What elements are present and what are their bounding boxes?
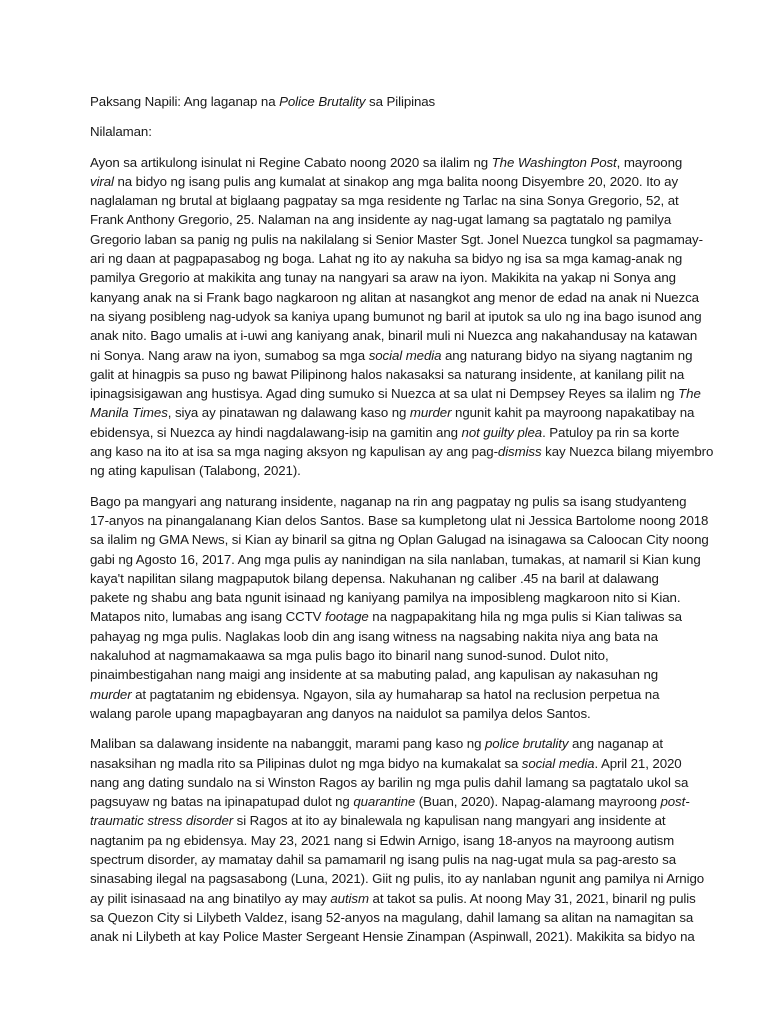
text-run: nagtanim pa ng ebidensya. May 23, 2021 nang si Edwin Arnigo, isang 18-anyos na mayroong autism <box>90 832 675 848</box>
text-run: pakete ng shabu ang bata ngunit isinaad ng kaniyang pamilya na imposibleng magkaroon nito si Kian. <box>90 590 681 606</box>
text-line <box>90 249 690 268</box>
text-line <box>90 850 690 869</box>
text-run: galit at hinagpis sa puso ng bawat Pilipinong halos nakasaksi sa naturang insidente, at kanilang pilit na <box>90 366 685 382</box>
text-line <box>90 773 690 792</box>
text-line <box>90 191 690 210</box>
document-subheading: Nilalaman: <box>90 124 152 140</box>
text-run: pamilya Gregorio at makikita ang tunay na nangyari sa araw na iyon. Makikita na yakap ni Sonya ang <box>90 270 676 286</box>
text-line <box>90 869 705 888</box>
paragraph <box>90 153 714 481</box>
text-run: , siya ay pinatawan ng dalawang kaso ng <box>167 405 410 421</box>
text-line <box>90 307 702 326</box>
text-line <box>90 831 690 850</box>
text-run: pinaimbestigahan nang maigi ang insidente at sa mabuting palad, ang kapulisan ay nakasuhan ng <box>90 667 659 683</box>
text-run: ngunit kahit pa mayroong napakatibay na <box>451 405 695 421</box>
text-line <box>90 423 690 442</box>
text-line <box>90 346 693 365</box>
document-body <box>90 92 714 957</box>
text-line <box>90 230 703 249</box>
text-line <box>90 685 690 704</box>
text-line <box>90 365 690 384</box>
text-run: anak nito. Bago umalis at i-uwi ang kaniyang anak, binaril muli ni Nuezca ang nakahandusay na katawan <box>90 328 698 344</box>
text-line <box>90 403 695 422</box>
text-run: na nagpapakitang hila ng mga pulis si Kian taliwas sa <box>368 609 682 625</box>
text-run: Maliban sa dalawang insidente na nabanggit, marami pang kaso ng <box>90 736 485 752</box>
text-line <box>90 268 690 287</box>
text-run: ipinagsisigawan ang hustisya. Agad ding sumuko si Nuezca at sa ulat ni Dempsey Reyes sa ilalim ng <box>90 386 679 402</box>
italic-text: Manila Times <box>90 405 168 421</box>
text-run: sinasabing ilegal na pagsasabong (Luna, 2021). Giit ng pulis, ito ay nanlaban ngunit ang pamilya ni Arnigo <box>90 871 705 887</box>
text-run: . Patuloy pa rin sa korte <box>542 424 680 440</box>
text-line <box>90 646 690 665</box>
text-run: ng ating kapulisan (Talabong, 2021). <box>90 463 301 479</box>
text-line <box>90 927 695 946</box>
text-run: nakaluhod at nagmamakaawa sa mga pulis bago ito binaril nang sunod-sunod. Dulot nito, <box>90 648 609 664</box>
document-heading <box>90 92 690 111</box>
italic-text: viral <box>90 173 114 189</box>
italic-text: The <box>678 386 701 402</box>
italic-text: The Washington Post <box>491 154 617 170</box>
text-line <box>90 326 698 345</box>
text-run: sa Pilipinas <box>365 94 436 109</box>
italic-text: not guilty plea <box>461 424 543 440</box>
text-run: ebidensya, si Nuezca ay hindi nagdalawang-isip na gamitin ang <box>90 424 462 440</box>
text-run: nasaksihan ng madla rito sa Pilipinas dulot ng mga bidyo na kumakalat sa <box>90 755 522 771</box>
text-run: na bidyo ng isang pulis ang kumalat at sinakop ang mga balita noong Disyembre 20, 2020. Ito ay <box>113 173 679 189</box>
text-run: ang naganap at <box>568 736 664 752</box>
text-run: Matapos nito, lumabas ang isang CCTV <box>90 609 326 625</box>
text-run: at takot sa pulis. At noong May 31, 2021, binaril ng pulis <box>368 890 696 906</box>
text-line <box>90 704 690 723</box>
text-run: naglalaman ng brutal at biglaang pagpatay sa mga residente ng Tarlac na sina Sonya Gregorio, 52, at <box>90 193 679 209</box>
italic-text: footage <box>325 609 369 625</box>
text-line <box>90 288 699 307</box>
italic-text: traumatic stress disorder <box>90 813 234 829</box>
text-run: ari ng daan at pagpapasabog ng boga. Lahat ng ito ay nakuha sa bidyo ng isa sa mga kamag-anak ng <box>90 251 683 267</box>
text-run: ay pilit isinasaad na ang binatilyo ay may <box>90 890 331 906</box>
text-run: na siyang posibleng nag-udyok sa kaniya upang bumunot ng baril at iputok sa ulo ng ina bago isunod ang <box>90 308 702 324</box>
italic-text: murder <box>409 405 452 421</box>
text-run: walang parole upang mapagbayaran ang danyos na naidulot sa pamilya delos Santos. <box>90 705 591 721</box>
text-run: ni Sonya. Nang araw na iyon, sumabog sa mga <box>90 347 369 363</box>
italic-text: murder <box>90 686 132 702</box>
text-run: gabi ng Agosto 16, 2017. Ang mga pulis ay nanindigan na sila nanlaban, tumakas, at namaril si Kian kung <box>90 551 701 567</box>
italic-text: dismiss <box>497 444 542 460</box>
text-line <box>90 754 690 773</box>
text-line <box>90 172 690 191</box>
paragraph-container <box>90 153 714 947</box>
paragraph <box>90 492 709 724</box>
text-line <box>90 511 709 530</box>
text-line <box>90 530 709 549</box>
italic-text: social media <box>368 347 442 363</box>
italic-text: Police Brutality <box>279 94 366 109</box>
text-line <box>90 153 690 172</box>
text-run: pahayag ng mga pulis. Naglakas loob din ang isang witness na nagsabing nakita niya ang bata na <box>90 628 658 644</box>
text-run: ang naturang bidyo na siyang nagtanim ng <box>441 347 693 363</box>
text-run: nang ang dating sundalo na si Winston Ragos ay barilin ng mga pulis dahil lamang sa pagtatalo ukol sa <box>90 774 689 790</box>
text-line <box>90 492 690 511</box>
italic-text: social media <box>521 755 595 771</box>
text-line <box>90 607 690 626</box>
text-run: ang kaso na ito at isa sa mga naging aksyon ng kapulisan ay ang pag- <box>90 444 498 460</box>
text-line <box>90 210 690 229</box>
italic-text: post- <box>660 794 690 810</box>
text-run: kaya't napilitan silang magpaputok bilang depensa. Nakuhanan ng caliber .45 na baril at dalawang <box>90 570 659 586</box>
text-run: at pagtatanim ng ebidensya. Ngayon, sila ay humaharap sa hatol na reclusion perpetua na <box>131 686 660 702</box>
text-run: Paksang Napili: Ang laganap na <box>90 94 280 109</box>
text-line <box>90 665 690 684</box>
text-line <box>90 627 690 646</box>
text-line <box>90 811 690 830</box>
text-run: sa Quezon City si Lilybeth Valdez, isang 52-anyos na magulang, dahil lamang sa alitan na namagitan sa <box>90 909 694 925</box>
text-run: Bago pa mangyari ang naturang insidente, naganap na rin ang pagpatay ng pulis sa isang studyanteng <box>90 493 687 509</box>
text-run: , mayroong <box>616 154 683 170</box>
text-line <box>90 550 701 569</box>
text-run: anak ni Lilybeth at kay Police Master Sergeant Hensie Zinampan (Aspinwall, 2021). Makikita sa bidyo na <box>90 929 695 945</box>
text-line <box>90 442 714 461</box>
italic-text: autism <box>330 890 369 906</box>
text-line <box>90 889 696 908</box>
text-run: 17-anyos na pinangalanang Kian delos Santos. Base sa kumpletong ulat ni Jessica Bartolome noong 2018 <box>90 512 709 528</box>
text-line <box>90 734 690 753</box>
text-run: Frank Anthony Gregorio, 25. Nalaman na ang insidente ay nag-ugat lamang sa pagtatalo ng pamilya <box>90 212 672 228</box>
text-line <box>90 908 694 927</box>
text-line <box>90 461 690 480</box>
text-run: sa ilalim ng GMA News, si Kian ay binaril sa gitna ng Oplan Galugad na isinagawa sa Caloocan City noong <box>90 532 709 548</box>
text-line <box>90 588 690 607</box>
text-line <box>90 569 690 588</box>
text-run: Ayon sa artikulong isinulat ni Regine Cabato noong 2020 sa ilalim ng <box>90 154 492 170</box>
italic-text: quarantine <box>353 794 416 810</box>
text-run: spectrum disorder, ay mamatay dahil sa pamamaril ng isang pulis na nag-ugat mula sa pag-aresto sa <box>90 851 677 867</box>
text-run: kay Nuezca bilang miyembro <box>541 444 714 460</box>
italic-text: police brutality <box>485 736 569 752</box>
text-run: . April 21, 2020 <box>594 755 682 771</box>
paragraph <box>90 734 705 946</box>
text-run: pagsuyaw ng batas na ipinapatupad dulot ng <box>90 794 354 810</box>
text-line <box>90 792 690 811</box>
text-line <box>90 384 701 403</box>
text-run: si Ragos at ito ay binalewala ng kapulisan nang mangyari ang insidente at <box>233 813 666 829</box>
text-run: (Buan, 2020). Napag-alamang mayroong <box>415 794 661 810</box>
text-run: kanyang anak na si Frank bago nagkaroon ng alitan at nasangkot ang menor de edad na anak ni Nuezca <box>90 289 699 305</box>
text-run: Gregorio laban sa panig ng pulis na nakilalang si Senior Master Sgt. Jonel Nuezca tungkol sa pagmamay- <box>90 231 703 247</box>
